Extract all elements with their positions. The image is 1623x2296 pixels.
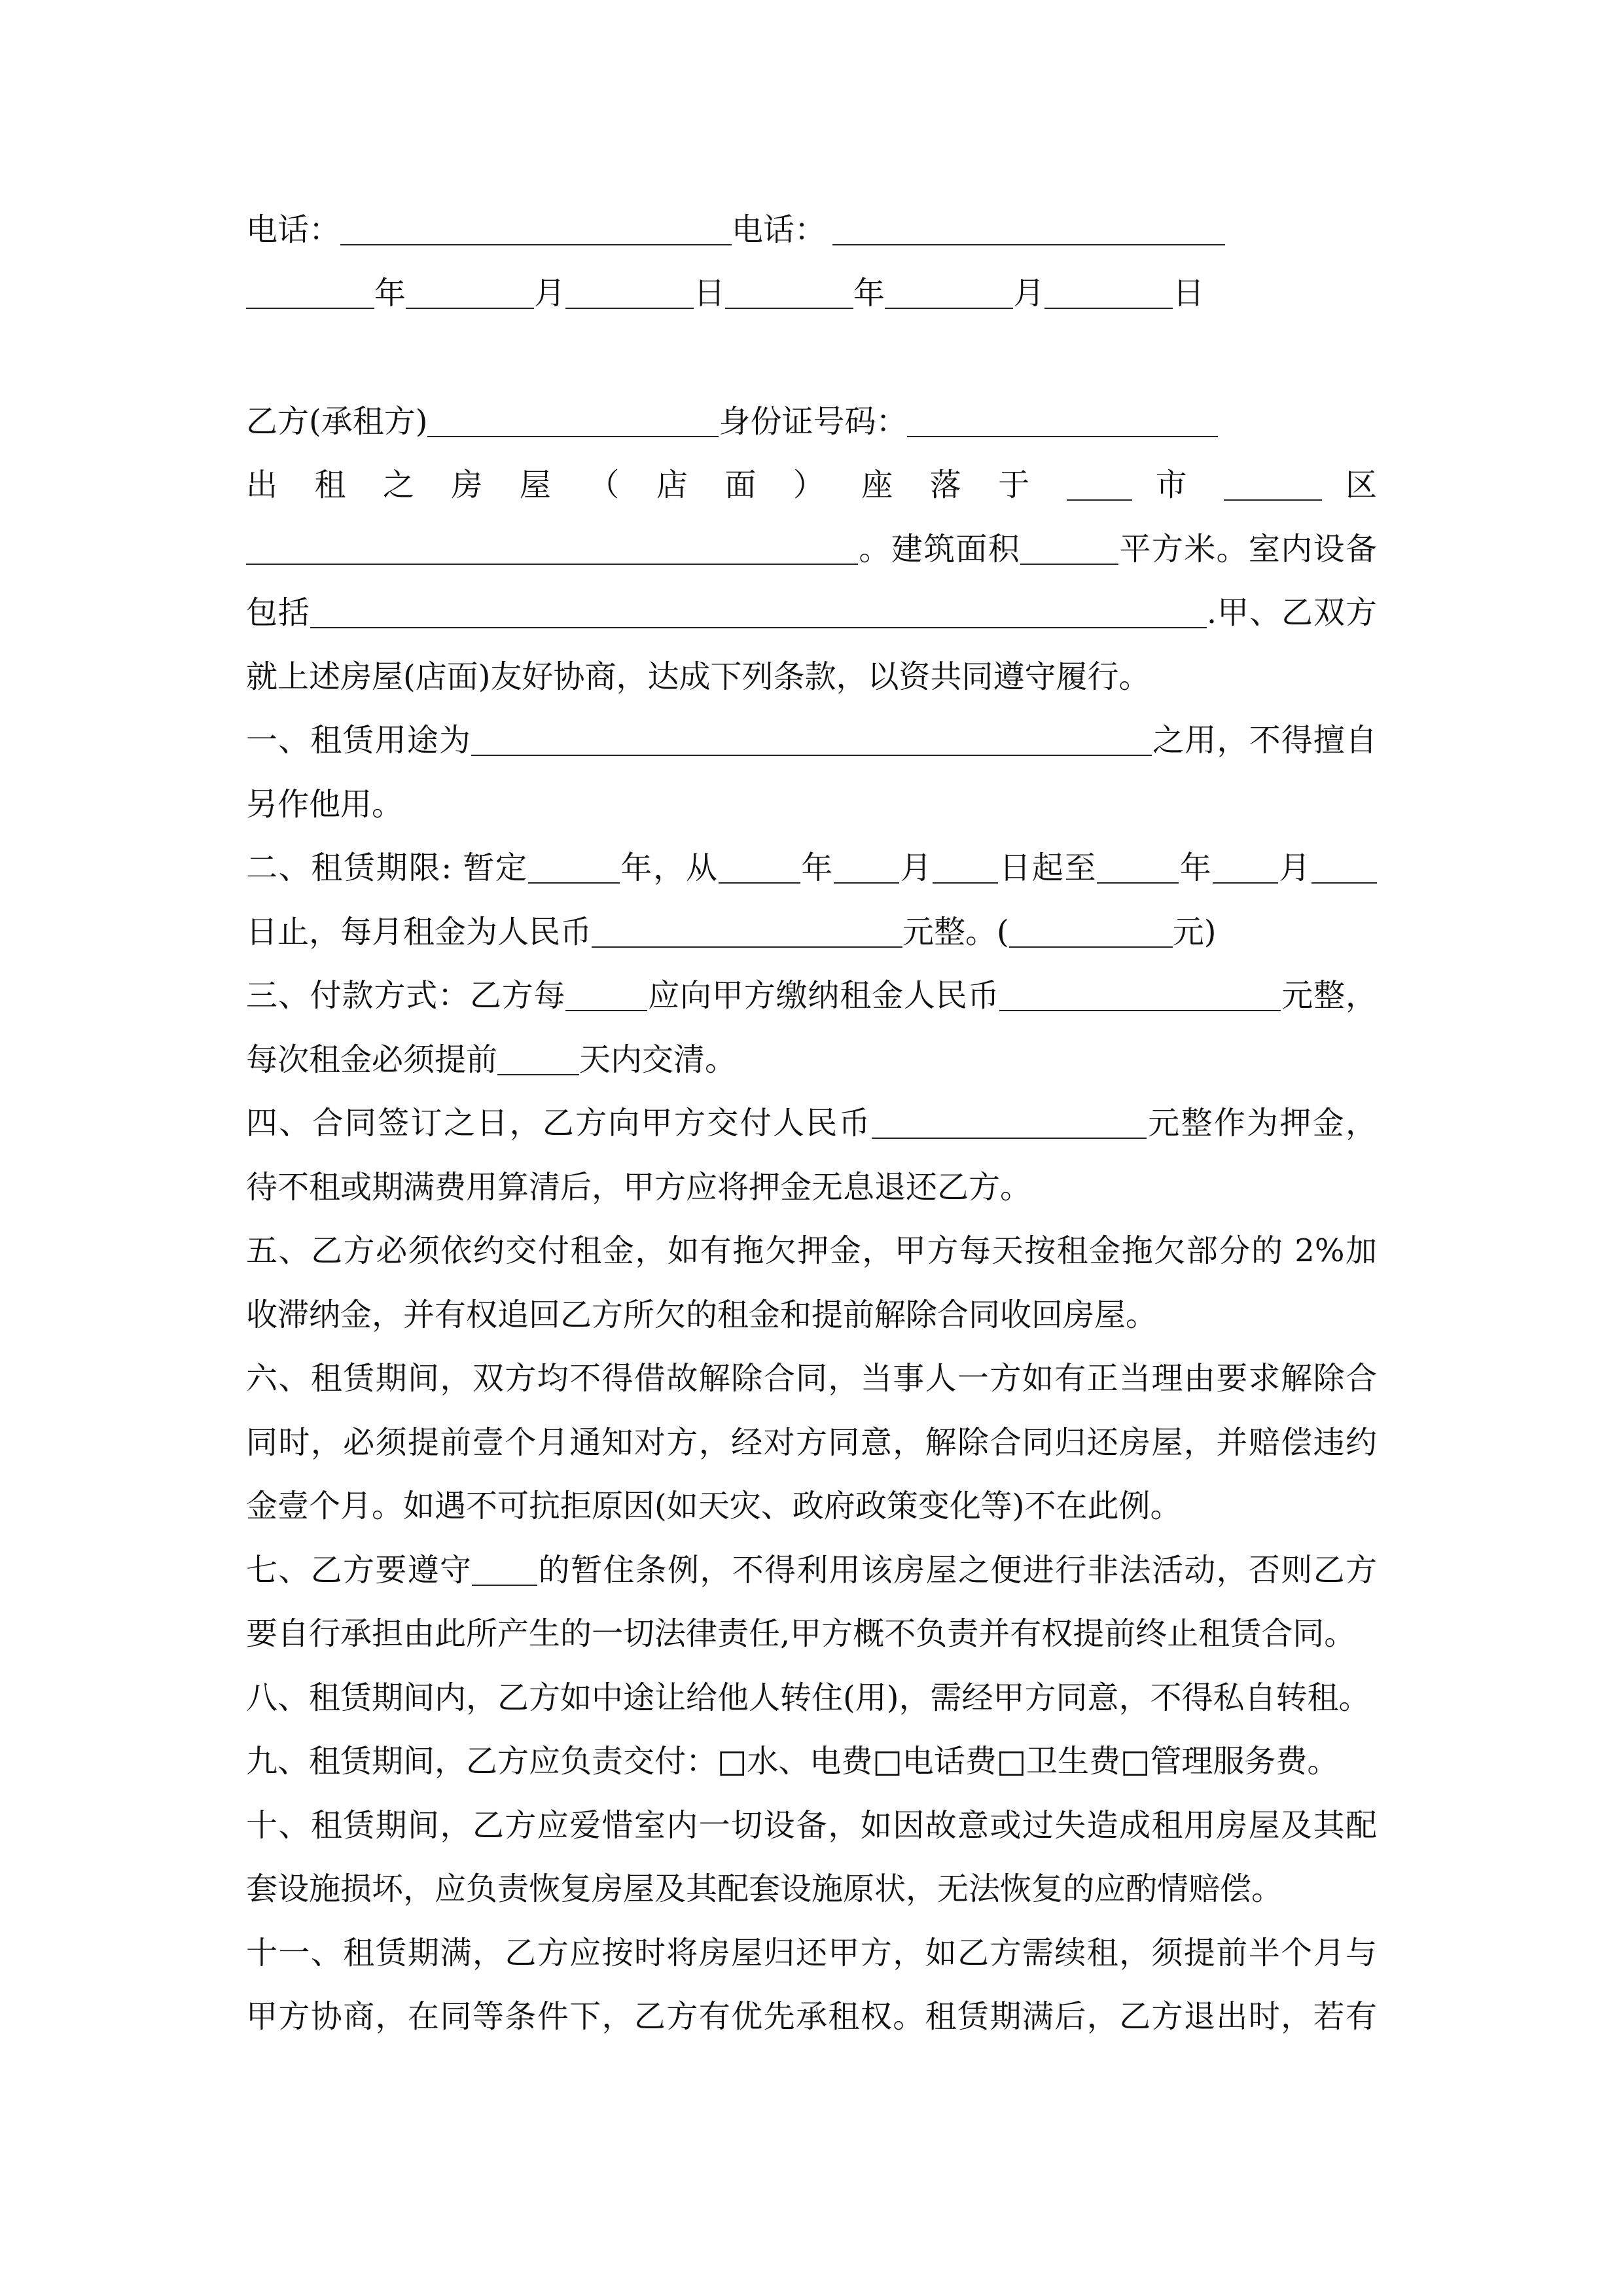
start-month-blank[interactable] bbox=[834, 856, 899, 884]
id-label: 身份证号码： bbox=[719, 403, 908, 440]
deposit-blank[interactable] bbox=[872, 1111, 1147, 1139]
clause-2-cont bbox=[246, 911, 1377, 953]
clause-text: 元整， bbox=[1281, 977, 1377, 1014]
tenant-name-blank[interactable] bbox=[427, 410, 719, 437]
usage-blank[interactable] bbox=[471, 728, 1152, 756]
pay-period-blank[interactable] bbox=[565, 984, 647, 1011]
clause-6-cont: 金壹个月。如遇不可抗拒原因(如天灾、政府政策变化等)不在此例。 bbox=[246, 1488, 1182, 1524]
clause-7 bbox=[246, 1549, 1377, 1591]
clause-text: 月 bbox=[1277, 850, 1311, 886]
year-label: 年 bbox=[374, 275, 406, 312]
location-text: 出 租 之 房 屋 （ 店 面 ） 座 落 于 bbox=[246, 467, 1043, 503]
clause-text: 的暂住条例，不得利用该房屋之便进行非法活动，否则乙方 bbox=[537, 1552, 1377, 1588]
clause-text: 元整作为押金， bbox=[1146, 1105, 1377, 1141]
location-line bbox=[246, 464, 1377, 506]
phone-blank-b[interactable] bbox=[832, 218, 1225, 245]
city-blank[interactable] bbox=[1067, 473, 1132, 501]
area-line bbox=[246, 528, 1377, 570]
parties-label: .甲、乙双方 bbox=[1206, 594, 1377, 631]
clause-text: 元整。( bbox=[902, 914, 1009, 950]
address-blank[interactable] bbox=[246, 537, 858, 565]
clause-4-cont: 待不租或期满费用算清后，甲方应将押金无息退还乙方。 bbox=[246, 1169, 1032, 1206]
clause-text: 每次租金必须提前 bbox=[246, 1041, 498, 1078]
equipment-blank[interactable] bbox=[310, 601, 1207, 628]
clause-text: 月 bbox=[899, 850, 933, 886]
id-number-blank[interactable] bbox=[907, 410, 1218, 437]
clause-text: 一、租赁用途为 bbox=[246, 722, 471, 759]
year-blank[interactable] bbox=[725, 281, 853, 309]
include-label: 包括 bbox=[246, 594, 310, 631]
month-blank[interactable] bbox=[885, 281, 1013, 309]
clause-3 bbox=[246, 975, 1377, 1016]
phone-label: 电话： bbox=[246, 211, 341, 248]
tenant-line bbox=[246, 401, 1377, 442]
phone-blank-a[interactable] bbox=[340, 218, 732, 245]
clause-1-cont: 另作他用。 bbox=[246, 786, 404, 823]
clause-text: 天内交清。 bbox=[579, 1041, 737, 1078]
clause-8: 八、租赁期间内，乙方如中途让给他人转住(用)，需经甲方同意，不得私自转租。 bbox=[246, 1679, 1370, 1716]
area-label: 。建筑面积 bbox=[858, 531, 1021, 567]
clause-7-cont: 要自行承担由此所产生的一切法律责任,甲方概不负责并有权提前终止租赁合同。 bbox=[246, 1615, 1356, 1652]
date-line bbox=[246, 272, 1377, 314]
clause-text: 三、付款方式：乙方每 bbox=[246, 977, 566, 1014]
clause-text: 应向甲方缴纳租金人民币 bbox=[647, 977, 1000, 1014]
advance-days-blank[interactable] bbox=[497, 1048, 579, 1075]
month-label: 月 bbox=[534, 275, 566, 312]
clause-text: 元) bbox=[1172, 914, 1217, 950]
intro-text: 就上述房屋(店面)友好协商，达成下列条款，以资共同遵守履行。 bbox=[246, 658, 1150, 695]
clause-text: 之用，不得擅自 bbox=[1152, 722, 1377, 759]
tenant-label: 乙方(承租方) bbox=[246, 403, 428, 440]
clause-text: 年，从 bbox=[619, 850, 719, 886]
district-blank[interactable] bbox=[1224, 473, 1322, 501]
city-regulation-blank[interactable] bbox=[472, 1558, 537, 1586]
clause-11: 十一、租赁期满，乙方应按时将房屋归还甲方，如乙方需续租，须提前半个月与 bbox=[246, 1935, 1377, 1971]
monthly-rent-blank[interactable] bbox=[592, 920, 902, 948]
city-label: 市 bbox=[1155, 467, 1201, 503]
clause-text: 日起至 bbox=[998, 850, 1097, 886]
clause-6-cont: 同时，必须提前壹个月通知对方，经对方同意，解除合同归还房屋，并赔偿违约 bbox=[246, 1424, 1377, 1461]
clause-text: 二、租赁期限: 暂定 bbox=[246, 850, 528, 886]
rent-figure-blank[interactable] bbox=[1009, 920, 1173, 948]
clause-10: 十、租赁期间，乙方应爱惜室内一切设备，如因故意或过失造成租用房屋及其配 bbox=[246, 1807, 1377, 1844]
area-blank[interactable] bbox=[1020, 537, 1118, 565]
month-blank[interactable] bbox=[406, 281, 534, 309]
year-label: 年 bbox=[853, 275, 885, 312]
equipment-line bbox=[246, 592, 1377, 634]
start-year-blank[interactable] bbox=[719, 856, 800, 884]
clause-3-cont bbox=[246, 1039, 1377, 1081]
clause-11-cont: 甲方协商，在同等条件下，乙方有优先承租权。租赁期满后，乙方退出时，若有 bbox=[246, 1998, 1377, 2035]
year-blank[interactable] bbox=[246, 281, 374, 309]
day-label: 日 bbox=[1173, 275, 1205, 312]
equipment-label: 平方米。室内设备 bbox=[1118, 531, 1377, 567]
clause-1 bbox=[246, 719, 1377, 761]
day-blank[interactable] bbox=[565, 281, 694, 309]
term-years-blank[interactable] bbox=[528, 856, 620, 884]
clause-text: 日止，每月租金为人民币 bbox=[246, 914, 592, 950]
clause-text: 年 bbox=[800, 850, 834, 886]
clause-text: 年 bbox=[1179, 850, 1213, 886]
phone-label: 电话： bbox=[732, 211, 827, 248]
clause-5: 五、乙方必须依约交付租金，如有拖欠押金，甲方每天按租金拖欠部分的 2%加 bbox=[246, 1232, 1377, 1269]
end-year-blank[interactable] bbox=[1097, 856, 1179, 884]
clause-5-cont: 收滞纳金，并有权追回乙方所欠的租金和提前解除合同收回房屋。 bbox=[246, 1297, 1158, 1333]
clause-2 bbox=[246, 847, 1377, 889]
clause-10-cont: 套设施损坏，应负责恢复房屋及其配套设施原状，无法恢复的应酌情赔偿。 bbox=[246, 1871, 1283, 1907]
district-label: 区 bbox=[1345, 467, 1377, 503]
start-day-blank[interactable] bbox=[933, 856, 998, 884]
end-month-blank[interactable] bbox=[1213, 856, 1278, 884]
day-label: 日 bbox=[694, 275, 726, 312]
clause-9: 九、租赁期间，乙方应负责交付：□水、电费□电话费□卫生费□管理服务费。 bbox=[246, 1743, 1339, 1780]
pay-amount-blank[interactable] bbox=[999, 984, 1281, 1011]
month-label: 月 bbox=[1013, 275, 1045, 312]
clause-text: 七、乙方要遵守 bbox=[246, 1552, 473, 1588]
clause-6: 六、租赁期间，双方均不得借故解除合同，当事人一方如有正当理由要求解除合 bbox=[246, 1360, 1377, 1397]
clause-text: 四、合同签订之日，乙方向甲方交付人民币 bbox=[246, 1105, 872, 1141]
day-blank[interactable] bbox=[1044, 281, 1173, 309]
phone-line bbox=[246, 209, 1377, 251]
clause-4 bbox=[246, 1102, 1377, 1144]
end-day-blank[interactable] bbox=[1311, 856, 1377, 884]
